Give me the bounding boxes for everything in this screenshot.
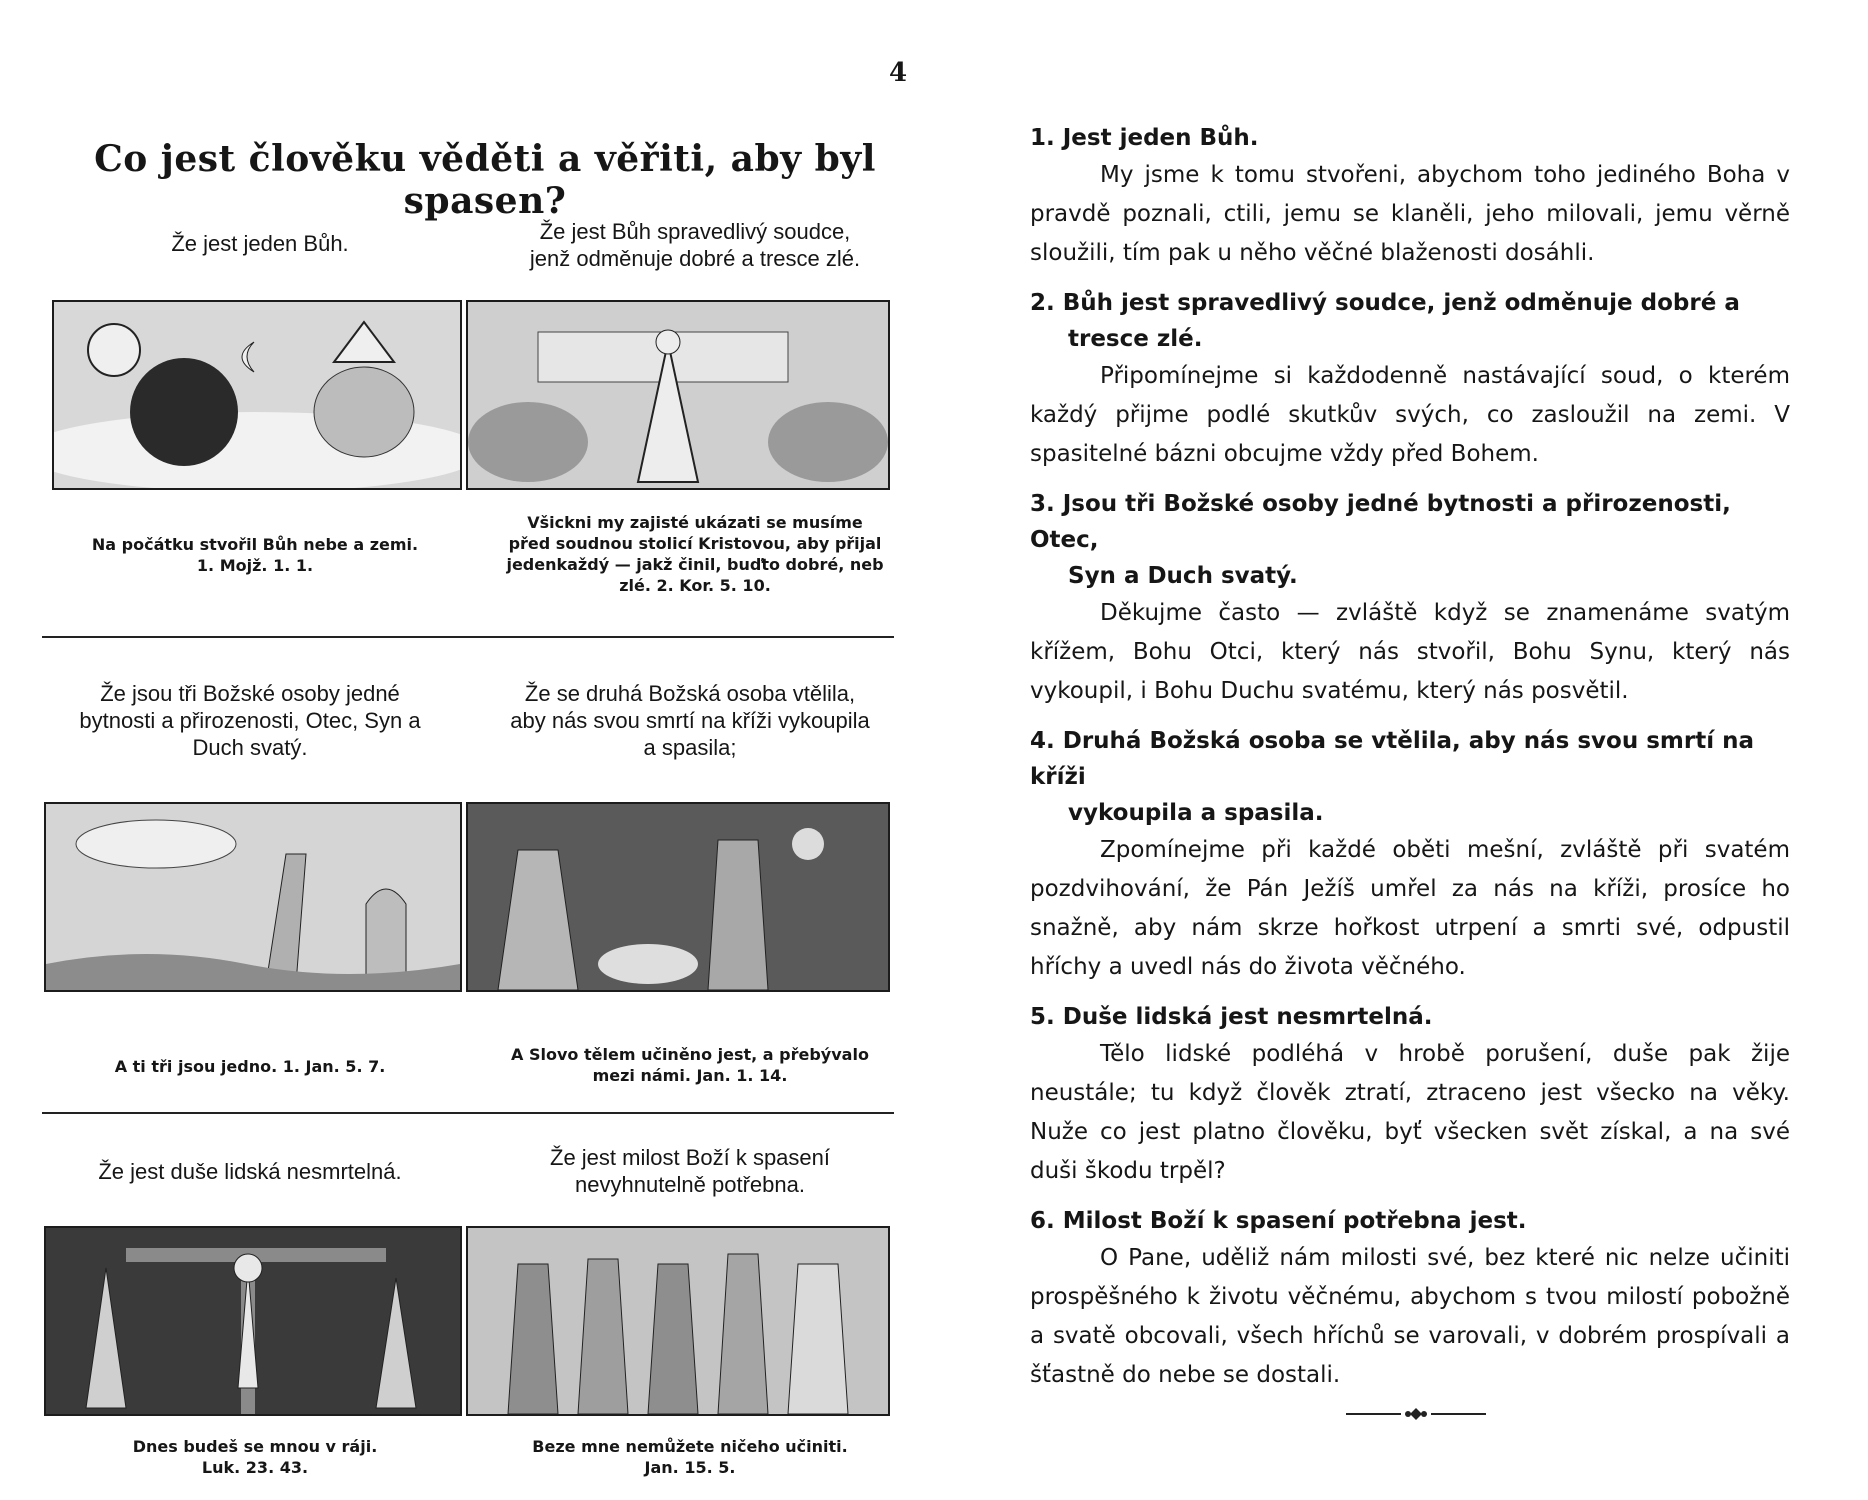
end-ornament-icon — [1346, 1406, 1486, 1422]
creation-illustration — [54, 302, 460, 488]
baptism-illustration — [46, 804, 460, 990]
section-divider — [42, 1112, 894, 1114]
crucifixion-illustration — [46, 1228, 460, 1414]
caption-grace: Že jest milost Boží k spasení nevyhnutelně potřebna. — [550, 1145, 830, 1197]
article-heading: 1. Jest jeden Bůh. — [1030, 125, 1259, 151]
caption-trinity: Že jsou tři Božské osoby jedné bytnosti a přirozenosti, Otec, Syn a Duch svatý. — [79, 681, 421, 760]
article-text: Děkujme často — zvláště když se znamenáme svatým křížem, Bohu Otci, který nás stvořil, Bohu Synu, který nás vykoupil, i Bohu Duchu svatému, který nás posvětil. — [1030, 600, 1790, 704]
article-text: Připomínejme si každodenně nastávající soud, o kterém každý přijme podlé skutkův svých, co zasloužil na zemi. V spasitelné bázni obcujme vždy před Bohem. — [1030, 363, 1790, 467]
caption-immortal-soul: Že jest duše lidská nesmrtelná. — [98, 1159, 402, 1184]
christ-figure-icon — [788, 1264, 848, 1414]
engraving-apostles — [466, 1226, 890, 1416]
angel-icon — [792, 828, 824, 860]
quote-luke: Dnes budeš se mnou v ráji. Luk. 23. 43. — [132, 1437, 378, 1477]
halo-icon — [234, 1254, 262, 1282]
article-item — [1030, 486, 1790, 711]
quote-john-word: A Slovo tělem učiněno jest, a přebývalo mezi námi. Jan. 1. 14. — [511, 1045, 869, 1085]
article-heading: 2. Bůh jest spravedlivý soudce, jenž odměnuje dobré a tresce zlé. — [1030, 290, 1740, 352]
caption-one-god: Že jest jeden Bůh. — [171, 231, 349, 256]
article-heading: 3. Jsou tři Božské osoby jedné bytnosti a přirozenosti, Otec, Syn a Duch svatý. — [1030, 491, 1731, 589]
article-item — [1030, 723, 1790, 987]
article-item — [1030, 120, 1790, 273]
engraving-baptism — [44, 802, 462, 992]
apostles-illustration — [468, 1228, 888, 1414]
article-text: Zpomínejme při každé oběti mešní, zvláště při svatém pozdvihování, že Pán Ježíš umřel za nás na kříži, prosíce ho snažně, aby nám skrze hořkost utrpení a smrti své, odpustil hříchy a uvedl nás do života věčného. — [1030, 837, 1790, 980]
cloud-icon — [76, 820, 236, 868]
judgment-illustration — [468, 302, 888, 488]
quote-john-vine: Beze mne nemůžete ničeho učiniti. Jan. 15. 5. — [532, 1437, 848, 1477]
quote-genesis: Na počátku stvořil Bůh nebe a zemi. 1. Mojž. 1. 1. — [91, 535, 419, 575]
article-text: My jsme k tomu stvořeni, abychom toho jediného Boha v pravdě poznali, ctili, jemu se klaněli, jeho milovali, jemu věrně sloužili, tím pak u něho věčné blaženosti dosáhli. — [1030, 162, 1790, 266]
page-title: Co jest člověku věděti a věřiti, aby byl spasen? — [94, 138, 876, 222]
caption-just-judge: Že jest Bůh spravedlivý soudce, jenž odměnuje dobré a tresce zlé. — [529, 219, 861, 271]
page-number: 4 — [888, 58, 908, 88]
section-divider — [42, 636, 894, 638]
globe-icon — [130, 358, 238, 466]
nativity-illustration — [468, 804, 888, 990]
article-text: O Pane, uděliž nám milosti své, bez které nic nelze učiniti prospěšného k životu věčnému, abychom s tvou milostí pobožně a svatě obcovali, všech hříchů se varovali, v dobrém prospívali a šťastně do nebe se dostali. — [1030, 1245, 1790, 1388]
articles-of-faith — [1030, 120, 1790, 1407]
caption-incarnation: Že se druhá Božská osoba vtělila, aby nás svou smrtí na kříži vykoupila a spasila; — [510, 681, 870, 760]
quote-john-trinity: A ti tři jsou jedno. 1. Jan. 5. 7. — [114, 1057, 386, 1076]
article-item — [1030, 285, 1790, 474]
engraving-nativity — [466, 802, 890, 992]
article-item — [1030, 1203, 1790, 1395]
manger-icon — [598, 944, 698, 984]
quote-corinthians: Všickni my zajisté ukázati se musíme před soudnou stolicí Kristovou, aby přijal jedenkaždý — jakž činil, buďto dobré, neb zlé. 2. Kor. 5. 10. — [506, 513, 884, 595]
engraving-last-judgment — [466, 300, 890, 490]
article-heading: 4. Druhá Božská osoba se vtělila, aby nás svou smrtí na kříži vykoupila a spasila. — [1030, 728, 1754, 826]
engraving-creation — [52, 300, 462, 490]
article-heading: 5. Duše lidská jest nesmrtelná. — [1030, 1004, 1433, 1030]
article-item — [1030, 999, 1790, 1191]
article-heading: 6. Milost Boží k spasení potřebna jest. — [1030, 1208, 1527, 1234]
article-text: Tělo lidské podléhá v hrobě porušení, duše pak žije neustále; tu když člověk ztratí, ztraceno jest všecko na věky. Nuže co jest platno člověku, byť všecken svět získal, a na své duši škodu trpěl? — [1030, 1041, 1790, 1184]
engraving-crucifixion — [44, 1226, 462, 1416]
sun-icon — [88, 324, 140, 376]
